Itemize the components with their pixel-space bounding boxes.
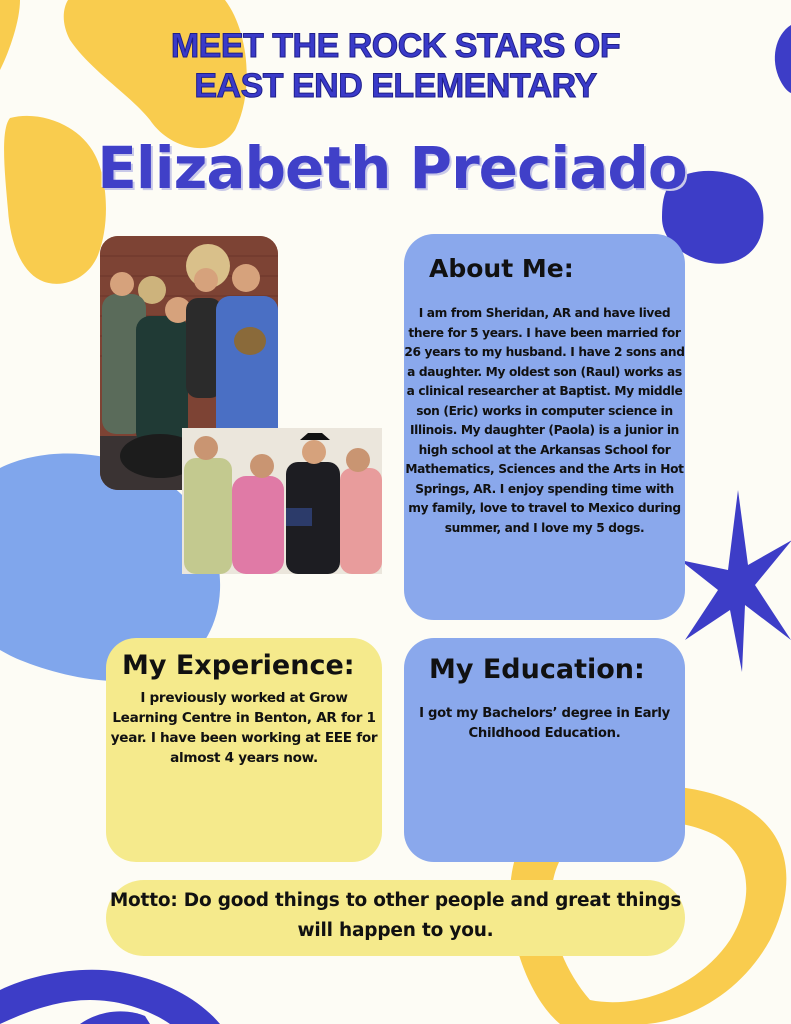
experience-card [106, 638, 382, 862]
blue-splat-right [680, 490, 791, 672]
motto-text: Motto: Do good things to other people and great things will happen to you. [109, 890, 682, 941]
about-me-title: About Me: [429, 254, 574, 283]
motto-card [106, 880, 685, 956]
about-me-text: I am from Sheridan, AR and have lived there for 5 years. I have been married for 26 years to my husband. I have 2 sons and a daughter. My oldest son (Raul) works as a clinical researcher at Baptist. My middle son (Eric) works in computer science in Illinois. My daughter (Paola) is a junior in high school at the Arkansas School for Mathematics, Sciences and the Arts in Hot Springs, AR. I enjoy spending time with my family, love to travel to Mexico during summer, and I love my 5 dogs. [404, 306, 685, 535]
graduation-photo-illustration [182, 428, 382, 574]
header-line-2: EAST END ELEMENTARY [194, 67, 597, 105]
about-me-card [404, 234, 685, 620]
graduation-family-photo [182, 428, 382, 574]
experience-title: My Experience: [122, 650, 355, 681]
teacher-name: Elizabeth Preciado [97, 134, 687, 202]
header [0, 26, 791, 106]
education-card [404, 638, 685, 862]
blue-swirl-bottom-left-2 [80, 1011, 150, 1024]
header-line-1: MEET THE ROCK STARS OF [170, 27, 621, 65]
experience-text: I previously worked at Grow Learning Centre in Benton, AR for 1 year. I have been working at EEE for almost 4 years now. [110, 690, 378, 766]
education-text: I got my Bachelors’ degree in Early Childhood Education. [419, 706, 670, 741]
education-title: My Education: [429, 654, 645, 685]
